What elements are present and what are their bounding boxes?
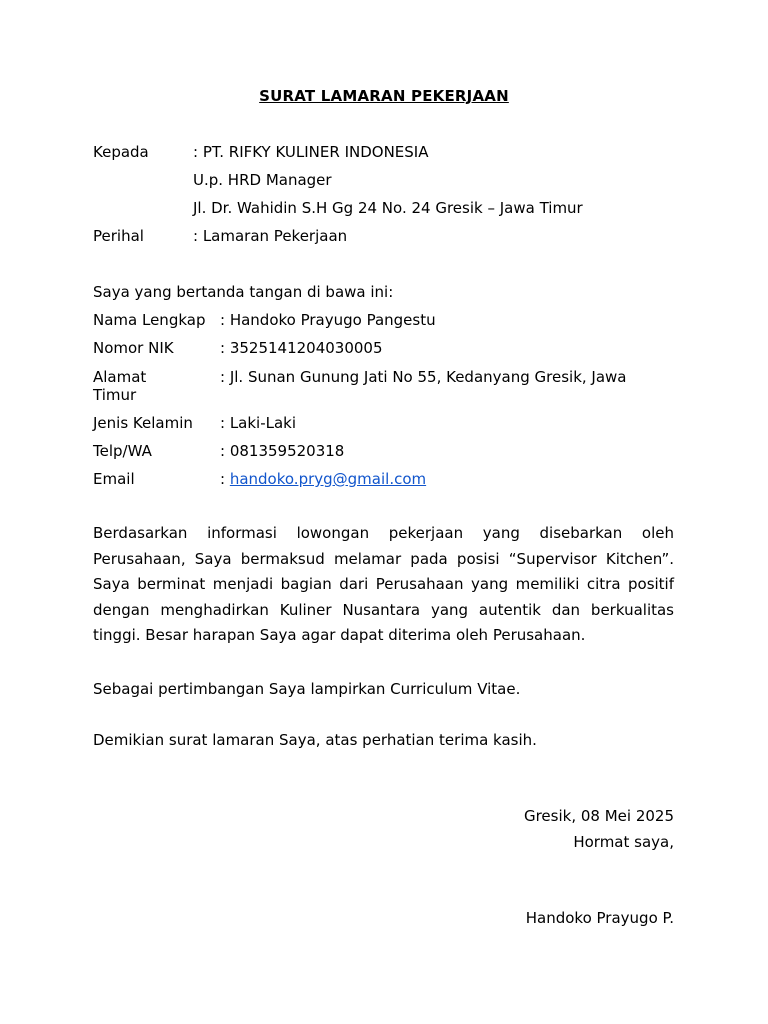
alamat-value: : Jl. Sunan Gunung Jati No 55, Kedanyang Gresik, Jawa (220, 368, 627, 386)
nama-row (93, 311, 436, 329)
kepada-label: Kepada (93, 143, 149, 161)
alamat-label: Alamat (93, 368, 147, 386)
alamat-row (93, 368, 627, 386)
perihal-value: : Lamaran Pekerjaan (193, 227, 348, 245)
telp-value: : 081359520318 (220, 442, 345, 460)
nik-label: Nomor NIK (93, 339, 174, 357)
regards: Hormat saya, (573, 833, 674, 851)
perihal-label: Perihal (93, 227, 144, 245)
nik-value: : 3525141204030005 (220, 339, 383, 357)
nama-value: : Handoko Prayugo Pangestu (220, 311, 436, 329)
intro-text: Saya yang bertanda tangan di bawa ini: (93, 283, 394, 301)
attachment-line: Sebagai pertimbangan Saya lampirkan Curriculum Vitae. (93, 680, 521, 698)
kepada-address: Jl. Dr. Wahidin S.H Gg 24 No. 24 Gresik – Jawa Timur (193, 199, 583, 217)
kepada-company: : PT. RIFKY KULINER INDONESIA (193, 143, 429, 161)
alamat-continuation: Timur (93, 386, 137, 404)
telp-label: Telp/WA (93, 442, 152, 460)
closing-line: Demikian surat lamaran Saya, atas perhatian terima kasih. (93, 731, 537, 749)
nama-label: Nama Lengkap (93, 311, 206, 329)
perihal-row (93, 227, 347, 245)
kepada-row (93, 143, 428, 161)
place-date: Gresik, 08 Mei 2025 (523, 807, 674, 825)
jenis-kelamin-row (93, 414, 296, 432)
email-prefix: : (220, 470, 230, 488)
kepada-attention: U.p. HRD Manager (193, 171, 332, 189)
letter-title: SURAT LAMARAN PEKERJAAN (259, 87, 509, 105)
jenis-kelamin-label: Jenis Kelamin (93, 414, 193, 432)
email-row (93, 470, 426, 488)
nik-row (93, 339, 383, 357)
telp-row (93, 442, 344, 460)
email-label: Email (93, 470, 135, 488)
email-link[interactable]: handoko.pryg@gmail.com (229, 470, 427, 488)
signature-name: Handoko Prayugo P. (525, 909, 674, 927)
jenis-kelamin-value: : Laki-Laki (220, 414, 297, 432)
body-paragraph: Berdasarkan informasi lowongan pekerjaan yang disebarkan oleh Perusahaan, Saya bermaksud melamar pada posisi “Supervisor Kitchen”. Saya berminat menjadi bagian dari Perusahaan yang memiliki citra positif dengan menghadirkan Kuliner Nusantara yang autentik dan berkualitas tinggi. Besar harapan Saya agar dapat diterima oleh Perusahaan. (93, 524, 674, 645)
